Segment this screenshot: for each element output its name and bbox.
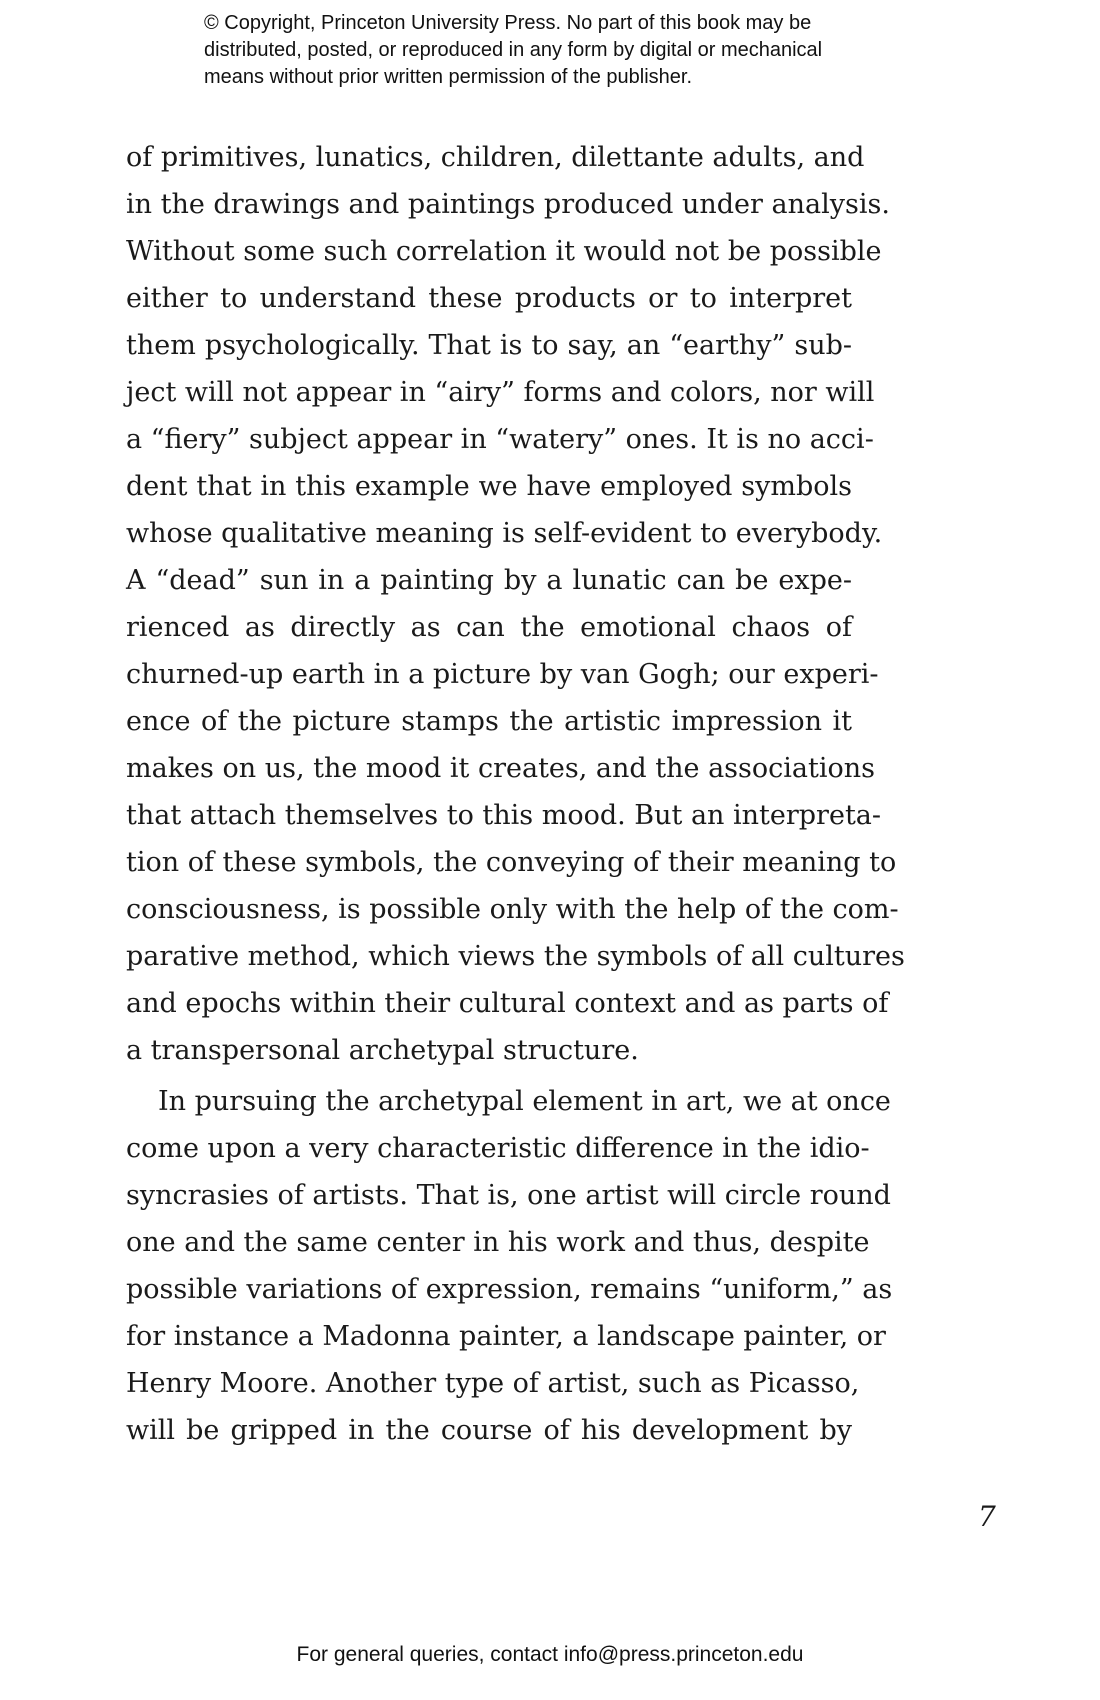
text-line: Henry Moore. Another type of artist, such as Picasso, (126, 1368, 860, 1399)
text-line: a transpersonal archetypal structure. (126, 1035, 639, 1066)
text-line: them psychologically. That is to say, an “earthy” sub- (126, 330, 852, 361)
page-number: 7 (978, 1500, 996, 1533)
text-line: In pursuing the archetypal element in art, we at once (158, 1086, 891, 1117)
copyright-line: distributed, posted, or reproduced in any form by digital or mechanical (204, 39, 823, 61)
footer-contact: For general queries, contact info@press.princeton.edu (296, 1643, 804, 1666)
text-line: whose qualitative meaning is self-evident to everybody. (126, 518, 883, 549)
text-line: that attach themselves to this mood. But an interpreta- (126, 800, 882, 831)
text-line: of primitives, lunatics, children, dilettante adults, and (126, 142, 865, 173)
text-line: either to understand these products or to interpret (126, 283, 852, 314)
text-line: ject will not appear in “airy” forms and colors, nor will (126, 377, 875, 408)
body-text (126, 134, 905, 1454)
copyright-notice (204, 10, 924, 91)
text-line: possible variations of expression, remains “uniform,” as (126, 1274, 893, 1305)
paragraph-1 (126, 134, 905, 1074)
text-line: parative method, which views the symbols of all cultures (126, 941, 905, 972)
text-line: one and the same center in his work and thus, despite (126, 1227, 870, 1258)
text-line: in the drawings and paintings produced under analysis. (126, 189, 890, 220)
text-line: consciousness, is possible only with the help of the com- (126, 894, 899, 925)
text-line: dent that in this example we have employed symbols (126, 471, 852, 502)
text-line: for instance a Madonna painter, a landscape painter, or (126, 1321, 886, 1352)
text-line: rienced as directly as can the emotional chaos of (126, 612, 852, 643)
text-line: Without some such correlation it would not be possible (126, 236, 882, 267)
paragraph-2 (126, 1078, 893, 1454)
text-line: syncrasies of artists. That is, one artist will circle round (126, 1180, 891, 1211)
text-line: churned-up earth in a picture by van Gogh; our experi- (126, 659, 879, 690)
copyright-line: means without prior written permission of the publisher. (204, 66, 693, 88)
text-line: a “fiery” subject appear in “watery” ones. It is no acci- (126, 424, 874, 455)
text-line: tion of these symbols, the conveying of their meaning to (126, 847, 897, 878)
text-line: will be gripped in the course of his development by (126, 1415, 852, 1446)
text-line: and epochs within their cultural context and as parts of (126, 988, 889, 1019)
text-line: A “dead” sun in a painting by a lunatic can be expe- (126, 565, 852, 596)
text-line: come upon a very characteristic difference in the idio- (126, 1133, 870, 1164)
copyright-line: © Copyright, Princeton University Press. No part of this book may be (204, 12, 812, 34)
text-line: ence of the picture stamps the artistic impression it (126, 706, 852, 737)
text-line: makes on us, the mood it creates, and the associations (126, 753, 875, 784)
